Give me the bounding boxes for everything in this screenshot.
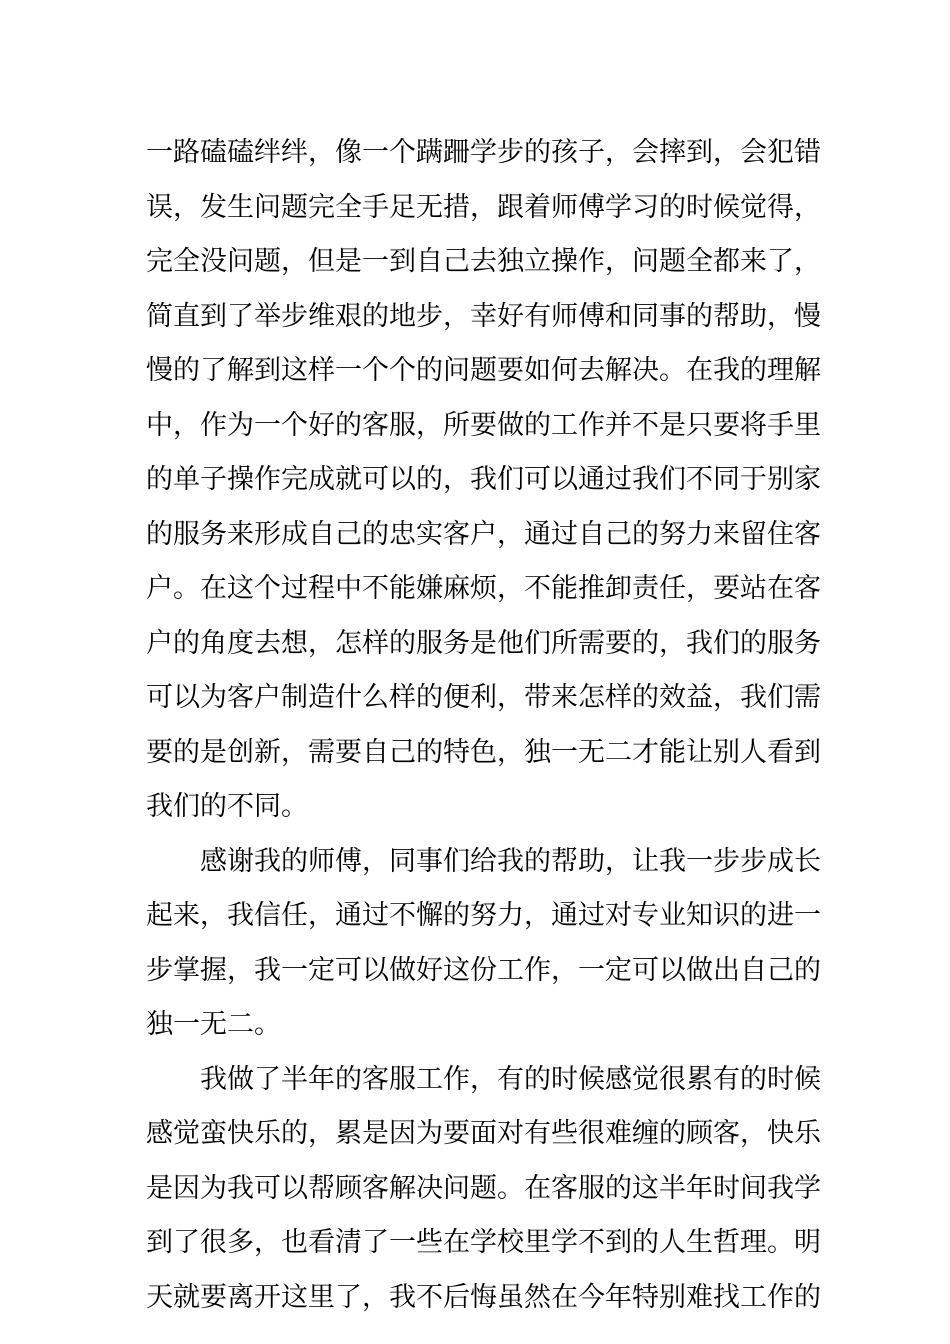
text-line: 的单子操作完成就可以的，我们可以通过我们不同于别家 xyxy=(146,464,821,495)
text-line: 天就要离开这里了，我不后悔虽然在今年特别难找工作的 xyxy=(146,1281,821,1313)
paragraph-2 xyxy=(146,835,821,1053)
text-line: 可以为客户制造什么样的便利，带来怎样的效益，我们需 xyxy=(146,682,821,713)
text-line: 到了很多，也看清了一些在学校里学不到的人生哲理。明 xyxy=(146,1227,821,1258)
text-line: 的服务来形成自己的忠实客户，通过自己的努力来留住客 xyxy=(146,518,821,550)
paragraph-1 xyxy=(146,126,821,835)
text-line: 我们的不同。 xyxy=(146,791,308,822)
text-line: 一路磕磕绊绊，像一个蹒跚学步的孩子，会摔到，会犯错 xyxy=(146,137,821,168)
text-line: 要的是创新，需要自己的特色，独一无二才能让别人看到 xyxy=(146,736,821,768)
text-line: 起来，我信任，通过不懈的努力，通过对专业知识的进一 xyxy=(146,900,821,931)
text-line: 步掌握，我一定可以做好这份工作，一定可以做出自己的 xyxy=(146,954,821,986)
text-line: 中，作为一个好的客服，所要做的工作并不是只要将手里 xyxy=(146,409,821,441)
text-line: 慢的了解到这样一个个的问题要如何去解决。在我的理解 xyxy=(146,355,821,386)
text-line: 独一无二。 xyxy=(146,1009,281,1040)
text-line: 完全没问题，但是一到自己去独立操作，问题全都来了， xyxy=(146,246,821,277)
text-line: 感觉蛮快乐的，累是因为要面对有些很难缠的顾客，快乐 xyxy=(146,1118,821,1149)
text-line: 简直到了举步维艰的地步，幸好有师傅和同事的帮助，慢 xyxy=(146,300,821,332)
paragraph-3 xyxy=(146,1053,821,1326)
text-line: 户的角度去想，怎样的服务是他们所需要的，我们的服务 xyxy=(146,627,821,659)
text-line: 感谢我的师傅，同事们给我的帮助，让我一步步成长 xyxy=(200,845,821,877)
text-line: 我做了半年的客服工作，有的时候感觉很累有的时候 xyxy=(200,1063,821,1095)
text-line: 是因为我可以帮顾客解决问题。在客服的这半年时间我学 xyxy=(146,1172,821,1204)
text-line: 户。在这个过程中不能嫌麻烦，不能推卸责任，要站在客 xyxy=(146,573,821,604)
document-page xyxy=(146,126,821,1325)
text-line: 误，发生问题完全手足无措，跟着师傅学习的时候觉得， xyxy=(146,191,821,223)
